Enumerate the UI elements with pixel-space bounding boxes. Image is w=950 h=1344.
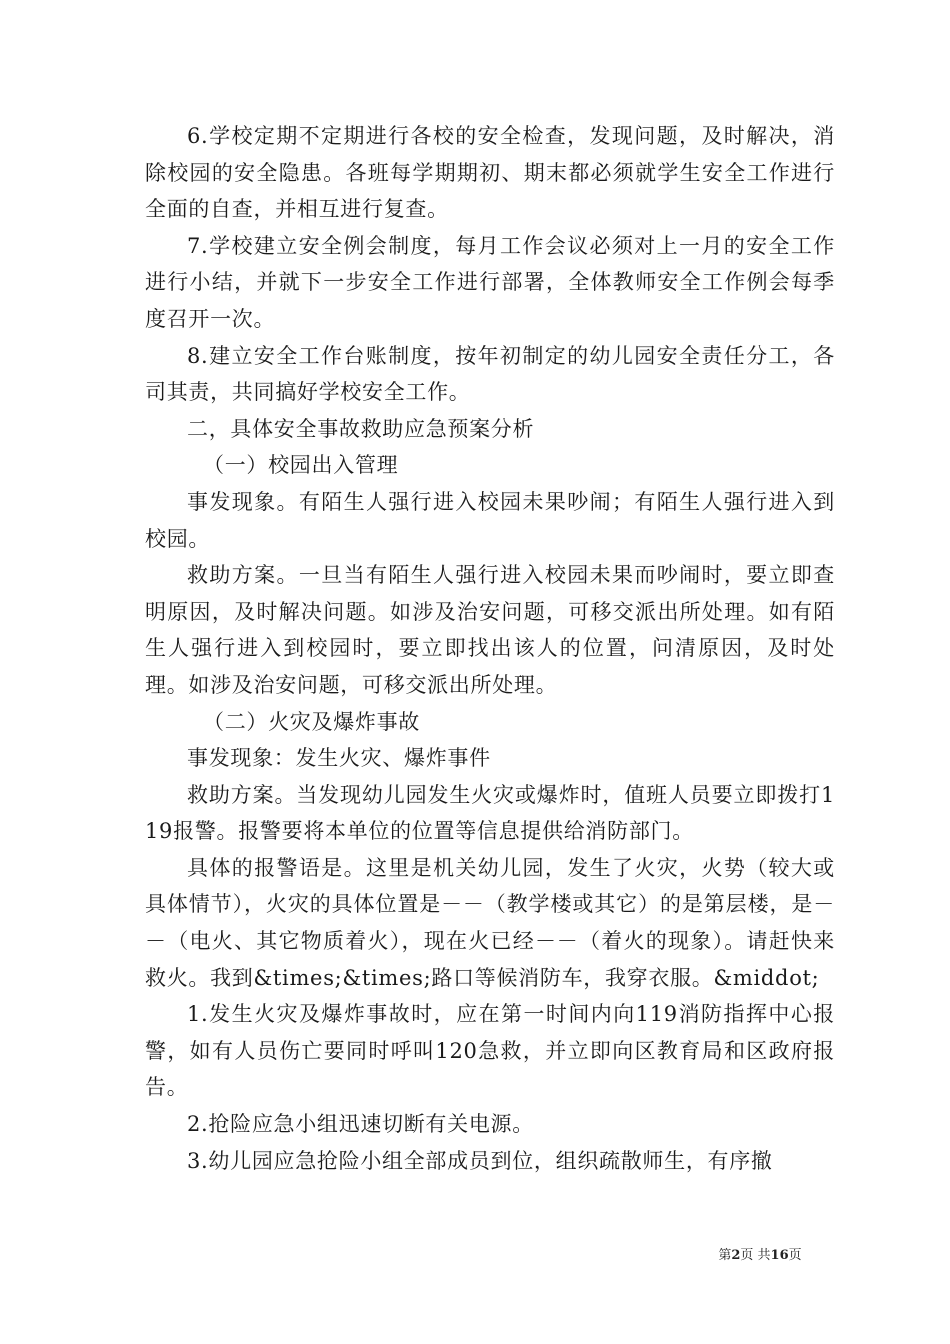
paragraph-fire-phenomenon: 事发现象：发生火灾、爆炸事件: [187, 746, 491, 771]
paragraph-item-8: 8.建立安全工作台账制度，按年初制定的幼儿园安全责任分工，各司其责，共同搞好学校安全工作。: [145, 343, 835, 405]
paragraph-fire-plan: 救助方案。当发现幼儿园发生火灾或爆炸时，值班人员要立即拨打119报警。报警要将本单位的位置等信息提供给消防部门。: [145, 782, 835, 844]
footer-middle: 页 共: [740, 1248, 771, 1263]
document-body: [145, 118, 835, 1179]
section-heading: 二，具体安全事故救助应急预案分析: [187, 416, 535, 441]
total-page-count: 16: [770, 1248, 789, 1263]
paragraph-item-6: 6.学校定期不定期进行各校的安全检查，发现问题，及时解决，消除校园的安全隐患。各班每学期期初、期末都必须就学生安全工作进行全面的自查，并相互进行复查。: [145, 124, 835, 222]
footer-prefix: 第: [718, 1248, 732, 1263]
paragraph-fire-step-3: 3.幼儿园应急抢险小组全部成员到位，组织疏散师生，有序撤: [187, 1148, 773, 1173]
footer-suffix: 页: [788, 1248, 802, 1263]
paragraph-entrance-plan: 救助方案。一旦当有陌生人强行进入校园未果而吵闹时，要立即查明原因，及时解决问题。如涉及治安问题，可移交派出所处理。如有陌生人强行进入到校园时，要立即找出该人的位置，问清原因，及时处理。如涉及治安问题，可移交派出所处理。: [145, 563, 835, 697]
paragraph-item-7: 7.学校建立安全例会制度，每月工作会议必须对上一月的安全工作进行小结，并就下一步安全工作进行部署，全体教师安全工作例会每季度召开一次。: [145, 233, 835, 331]
subsection-heading-entrance: （一）校园出入管理: [203, 453, 399, 478]
paragraph-fire-report-script: 具体的报警语是。这里是机关幼儿园，发生了火灾，火势（较大或具体情节），火灾的具体位置是－－（教学楼或其它）的是第层楼，是－－（电火、其它物质着火），现在火已经－－（着火的现象）。请赶快来救火。我到&times;&times;路口等候消防车，我穿衣服。&middot;: [145, 855, 835, 990]
paragraph-fire-step-1: 1.发生火灾及爆炸事故时，应在第一时间内向119消防指挥中心报警，如有人员伤亡要同时呼叫120急救，并立即向区教育局和区政府报告。: [145, 1002, 835, 1100]
paragraph-entrance-phenomenon: 事发现象。有陌生人强行进入校园未果吵闹；有陌生人强行进入到校园。: [145, 489, 835, 551]
current-page-number: 2: [731, 1248, 741, 1263]
page-footer: [0, 1244, 950, 1263]
paragraph-fire-step-2: 2.抢险应急小组迅速切断有关电源。: [187, 1112, 534, 1137]
subsection-heading-fire: （二）火灾及爆炸事故: [203, 709, 420, 734]
